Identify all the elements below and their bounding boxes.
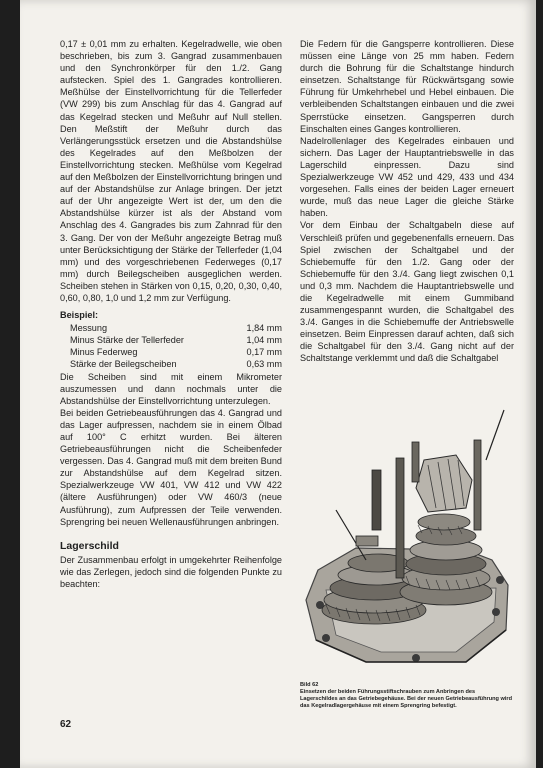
example-label: Stärke der Beilegscheiben: [70, 359, 177, 370]
right-paragraph-1: Die Federn für die Gangsperre kontrollieren. Diese müssen eine Länge von 25 mm haben. Federn durch die Bohrung für die Schaltstange hindurch einsetzen. Schaltstange für Rückwärtsgang sowie Führung für Umkehrhebel und Hebel einbauen. Die verbleibenden Schaltstangen einbauen und die zwei Sperrstücke einsetzen. Gangsperren durch Einschalten eines Ganges kontrollieren.: [300, 39, 514, 134]
figure-caption-title: Bild 62: [300, 682, 319, 688]
example-value: 0,63 mm: [246, 359, 282, 370]
figure-caption-text: Einsetzen der beiden Führungsstiftschrauben zum Anbringen des Lagerschildes an das Getriebegehäuse. Bei der neuen Getriebeausführung wird das Kegelradlagergehäuse mit einem Sprengring befestigt.: [300, 689, 512, 710]
example-row: [70, 358, 282, 370]
left-paragraph-2: Die Scheiben sind mit einem Mikrometer auszumessen und dann nochmals unter die Abstandshülse der Einstellvorrichtung unterzulegen.: [60, 371, 282, 406]
figure-caption: [300, 682, 512, 710]
section-title-lagerschild: Lagerschild: [60, 539, 119, 552]
right-column: [300, 38, 514, 365]
example-label: Messung: [70, 323, 108, 334]
example-table: [70, 322, 282, 370]
left-paragraph-1: 0,17 ± 0,01 mm zu erhalten. Kegelradwelle, wie oben beschrieben, bis zum 3. Gangrad zusammenbauen und den Synchronkörper für den 1./2. Gang aufstecken. Spiel des 1. Gangrades kontrollieren. Meßhülse der Einstellvorrichtung für die Tellerfeder (VW 299) bis zum Anschlag für das 4. Gangrad auf das Kegelrad stecken und Meßuhr auf Null stellen. Den Meßstift der Meßuhr durch das Verlängerungsstück ersetzen und die Abstandshülse des Kegelrades auf den Meßbolzen der Einstellvorrichtung stecken. Meßhülse vom Kegelrad auf den Meßbolzen der Einstellvorrichtung bringen und auf der Abstandshülse zur Anlage bringen. Der jetzt auf der Uhr angezeigte Wert ist der, um den die Abstandshülse kürzer ist als der Abstand vom Anschlag des 4. Gangrades bis zum Zahnrad für den 3. Gang. Der von der Meßuhr angezeigte Betrag muß unter Berücksichtigung der Stärke der Tellerfeder (1,04 mm) und des vorgeschriebenen Federweges (0,17 mm) durch Beilegscheiben ausgeglichen werden. Scheiben stehen in Stärken von 0,15, 0,20, 0,30, 0,40, 0,60, 0,80, 1,0 und 1,2 mm zur Verfügung.: [60, 39, 282, 303]
example-label: Minus Stärke der Tellerfeder: [70, 335, 184, 346]
example-value: 0,17 mm: [246, 347, 282, 358]
example-value: 1,84 mm: [246, 323, 282, 334]
example-value: 1,04 mm: [246, 335, 282, 346]
example-title: Beispiel:: [60, 310, 99, 321]
gearbox-photo: [296, 400, 518, 672]
left-column: [60, 38, 282, 590]
right-paragraph-3: Vor dem Einbau der Schaltgabeln diese auf Verschleiß prüfen und gegebenenfalls erneuern. Das Spiel zwischen der Schaltgabel und der Schiebemuffe für den 1./2. Gang oder der Schiebemuffe für den 3./4. Gang liegt zwischen 0,1 und 0,3 mm. Nachdem die Hauptantriebswelle und die Kegelradwelle mit einem Gummiband zusammengespannt wurden, die Schaltgabel des 3./4. Ganges in die Schiebemuffe der Antriebswelle einsetzen. Beim Einpressen darauf achten, daß sich die Schaltgabel für den 3./4. Gang nicht auf der Schaltstange verklemmt und daß die Schaltgabel: [300, 220, 514, 364]
left-paragraph-4: Der Zusammenbau erfolgt in umgekehrter Reihenfolge wie das Zerlegen, jedoch sind die folgenden Punkte zu beachten:: [60, 554, 282, 590]
page-number: 62: [60, 719, 72, 730]
document-page: [20, 0, 536, 768]
left-paragraph-3: Bei beiden Getriebeausführungen das 4. Gangrad und das Lager aufpressen, nachdem sie in einem Ölbad auf 100° C erhitzt wurden. Bei älteren Getriebeausführungen nicht die Scheibenfeder vergessen. Das 4. Gangrad muß mit dem breiten Bund zur Abstandshülse auf dem Kegelrad sitzen. Spezialwerkzeuge VW 401, VW 412 und VW 422 (ältere Ausführungen) oder VW 460/3 (neue Ausführung), zum Aufpressen der Teile verwenden. Sprengring bei neuen Wellenausführungen anbringen.: [60, 407, 282, 527]
example-row: [70, 322, 282, 334]
example-row: [70, 346, 282, 358]
example-row: [70, 334, 282, 346]
gearbox-figure: [296, 400, 518, 672]
right-paragraph-2: Nadelrollenlager des Kegelrades einbauen und sichern. Das Lager der Hauptantriebswelle in das Lagerschild einpressen. Dazu sind Spezialwerkzeuge VW 452 und 429, 433 und 434 vorgesehen. Falls eines der beiden Lager erneuert wurde, muß das neue Lager die gleiche Stärke haben.: [300, 135, 514, 219]
example-label: Minus Federweg: [70, 347, 138, 358]
